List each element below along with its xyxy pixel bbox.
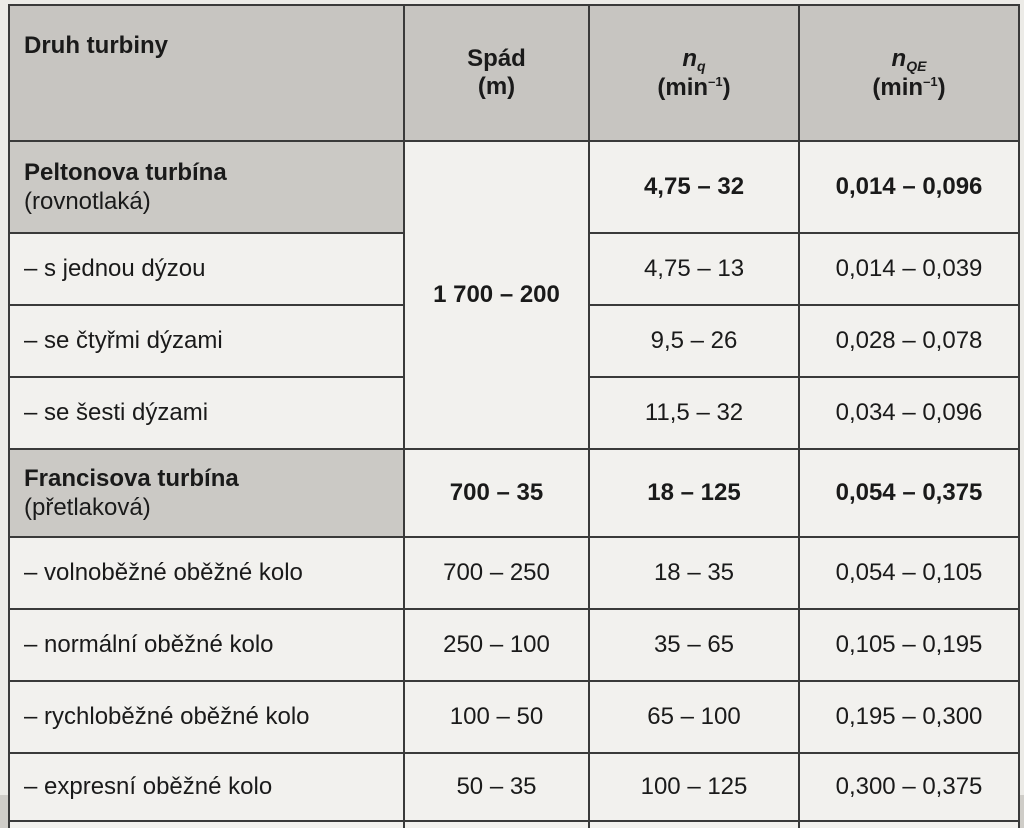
row-nqe: 0,105 – 0,195 — [799, 609, 1019, 681]
francis-row — [9, 449, 1019, 537]
header-nq-unit-pre: (min — [657, 73, 709, 101]
row-type: – se šesti dýzami — [9, 377, 404, 449]
row-head: 250 – 100 — [404, 609, 589, 681]
row-nq: 35 – 65 — [589, 609, 799, 681]
row-type: – s jednou dýzou — [9, 233, 404, 305]
pelton-nq: 4,75 – 32 — [589, 141, 799, 233]
cut-off-cell — [589, 821, 799, 828]
row-type: – rychloběžné oběžné kolo — [9, 681, 404, 753]
pelton-name: Peltonova turbína — [24, 159, 227, 186]
row-head: 700 – 250 — [404, 537, 589, 609]
pelton-head: 1 700 – 200 — [404, 141, 589, 449]
francis-nqe: 0,054 – 0,375 — [799, 449, 1019, 537]
table-row — [9, 681, 1019, 753]
header-nq-unit-post: ) — [722, 73, 731, 101]
header-head — [404, 5, 589, 141]
row-nq: 9,5 – 26 — [589, 305, 799, 377]
header-head-unit: (m) — [477, 73, 516, 100]
pelton-nqe: 0,014 – 0,096 — [799, 141, 1019, 233]
cut-off-cell — [799, 821, 1019, 828]
row-nqe: 0,034 – 0,096 — [799, 377, 1019, 449]
row-nq: 11,5 – 32 — [589, 377, 799, 449]
row-type: – volnoběžné oběžné kolo — [9, 537, 404, 609]
cut-off-cell — [9, 821, 404, 828]
header-nq-unit-exp: –1 — [708, 73, 723, 89]
row-nq: 100 – 125 — [589, 753, 799, 821]
header-nqe-unit-pre: (min — [872, 73, 924, 101]
turbine-table — [8, 4, 1020, 828]
header-nqe — [799, 5, 1019, 141]
row-nqe: 0,014 – 0,039 — [799, 233, 1019, 305]
table-row — [9, 609, 1019, 681]
francis-type-cell — [9, 449, 404, 537]
cut-off-cell — [404, 821, 589, 828]
francis-nq: 18 – 125 — [589, 449, 799, 537]
row-type: – se čtyřmi dýzami — [9, 305, 404, 377]
header-row — [9, 5, 1019, 141]
table-row — [9, 537, 1019, 609]
row-head: 50 – 35 — [404, 753, 589, 821]
header-nqe-symbol: n — [891, 44, 907, 72]
header-nq-sub: q — [697, 57, 706, 74]
row-nq: 65 – 100 — [589, 681, 799, 753]
pelton-row — [9, 141, 1019, 233]
row-nqe: 0,300 – 0,375 — [799, 753, 1019, 821]
francis-head: 700 – 35 — [404, 449, 589, 537]
row-head: 100 – 50 — [404, 681, 589, 753]
pelton-type-cell — [9, 141, 404, 233]
row-nq: 4,75 – 13 — [589, 233, 799, 305]
row-nqe: 0,054 – 0,105 — [799, 537, 1019, 609]
francis-name: Francisova turbína — [24, 465, 239, 492]
header-nqe-unit-exp: –1 — [923, 73, 938, 89]
header-nq-symbol: n — [682, 44, 698, 72]
row-nq: 18 – 35 — [589, 537, 799, 609]
francis-desc: (přetlaková) — [24, 494, 151, 521]
row-type: – expresní oběžné kolo — [9, 753, 404, 821]
header-type: Druh turbiny — [9, 5, 404, 141]
table-row-cut-off — [9, 821, 1019, 828]
header-nqe-unit-post: ) — [937, 73, 946, 101]
header-nq — [589, 5, 799, 141]
pelton-desc: (rovnotlaká) — [24, 188, 151, 215]
row-nqe: 0,028 – 0,078 — [799, 305, 1019, 377]
row-type: – normální oběžné kolo — [9, 609, 404, 681]
header-nqe-sub: QE — [906, 57, 927, 74]
table-row — [9, 753, 1019, 821]
header-head-label: Spád — [467, 45, 526, 72]
row-nqe: 0,195 – 0,300 — [799, 681, 1019, 753]
